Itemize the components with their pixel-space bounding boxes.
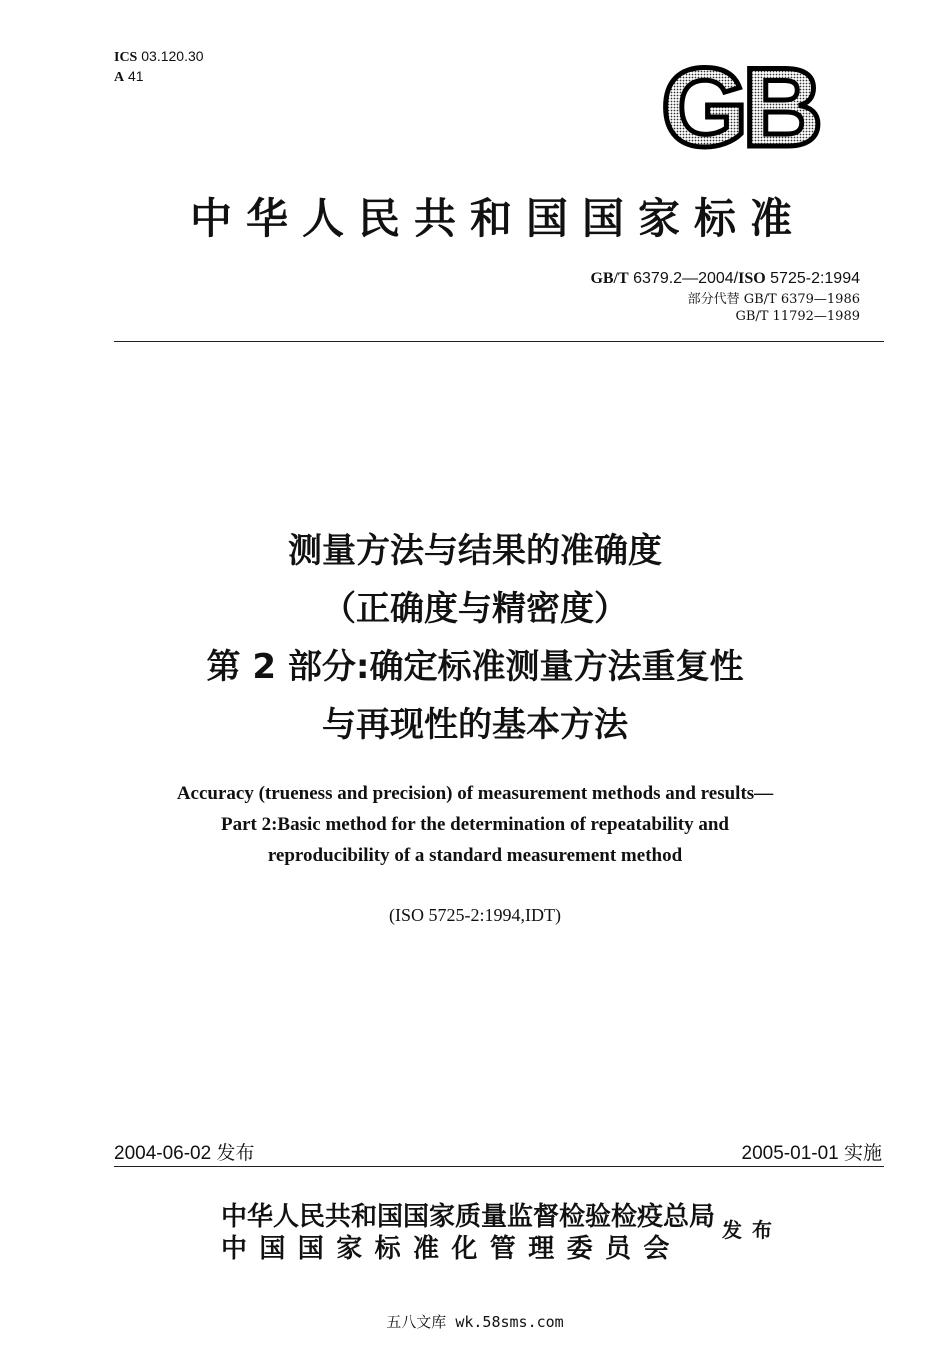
header-divider [114,341,884,342]
chinese-title [0,522,950,754]
cn-title-line-3: 第 2 部分:确定标准测量方法重复性 [206,647,744,687]
ics-code: 03.120.30 [141,48,204,64]
en-title-line-1: Accuracy (trueness and precision) of measurement methods and results— [176,783,774,804]
footer-watermark: 五八文库 wk.58sms.com [386,1313,564,1331]
standard-prefix: GB/T [590,270,629,287]
iso-prefix: ISO [738,270,766,287]
iso-equivalence: (ISO 5725-2:1994,IDT) [389,905,561,925]
ccs-code: 41 [128,68,144,84]
iso-code: 5725-2:1994 [770,270,860,287]
issuer-line-1: 中华人民共和国国家质量监督检验检疫总局 [221,1202,716,1232]
en-title-line-2: Part 2:Basic method for the determination of repeatability and [220,814,730,835]
implement-date: 2005-01-01 实施 [741,1143,882,1164]
issue-action: 发布 [722,1218,782,1242]
cn-title-line-1: 测量方法与结果的准确度 [288,531,662,571]
ccs-label: A [114,70,125,85]
standard-number [590,270,860,288]
ics-label: ICS [114,50,138,65]
english-title [0,778,950,871]
cn-title-line-2: （正确度与精密度） [322,589,628,629]
en-title-line-3: reproducibility of a standard measurement method [267,845,683,866]
date-divider [114,1166,884,1167]
replaces-note [688,291,860,325]
standard-code: 6379.2—2004/ [633,270,739,287]
ics-classification [114,47,204,87]
national-standard-title: 中华人民共和国国家标准 [189,194,806,243]
replaces-line-2: GB/T 11792—1989 [735,309,860,324]
gb-logo-text: GB [661,58,817,158]
gb-logo [646,58,832,158]
publish-date: 2004-06-02 发布 [114,1143,255,1164]
cn-title-line-4: 与再现性的基本方法 [322,705,628,745]
replaces-line-1: 部分代替 GB/T 6379—1986 [687,292,860,307]
issuer-line-2: 中国国家标准化管理委员会 [221,1234,682,1264]
